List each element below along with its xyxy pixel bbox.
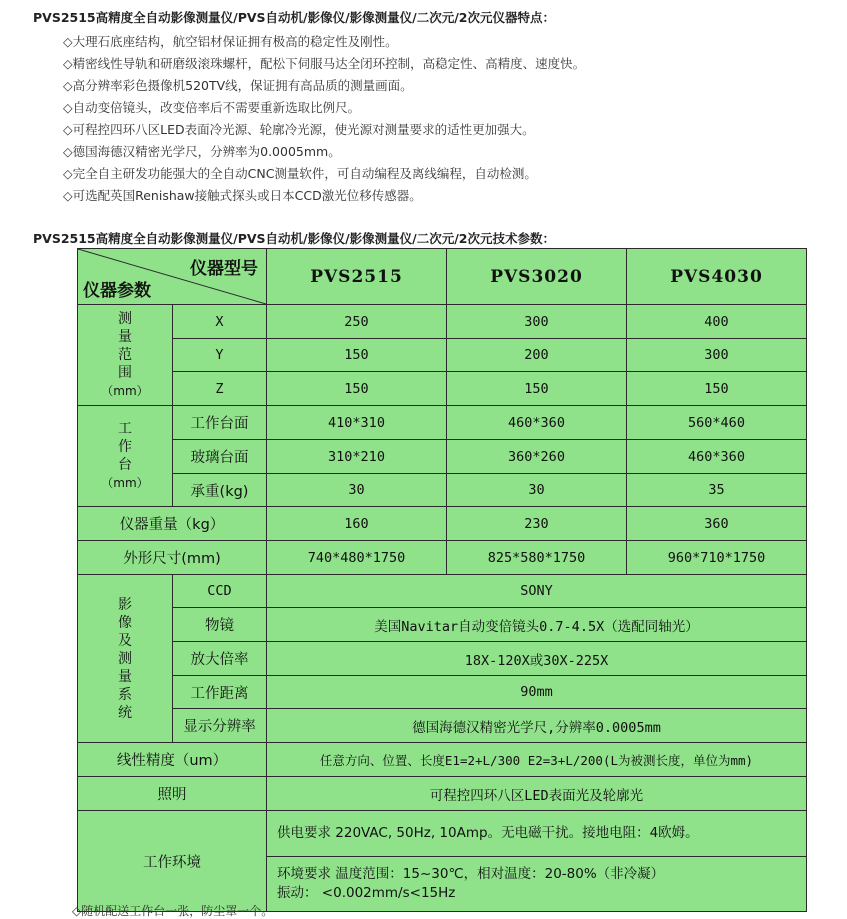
spec-table [77,248,807,912]
feature-item: ◇可选配英国Renishaw接触式探头或日本CCD激光位移传感器。 [63,188,422,203]
imaging-group-char: 系 [118,686,132,703]
table-row [78,305,807,339]
stage-unit: （mm） [101,476,149,490]
table-cell: 18X-120X或30X-225X [267,642,807,676]
vibration-requirement: 振动： <0.002mm/s<15Hz [277,885,456,901]
feature-item: ◇自动变倍镜头，改变倍率后不需要重新选取比例尺。 [63,100,361,115]
corner-model-label: 仪器型号 [190,259,258,279]
table-cell: 35 [627,474,807,507]
table-cell: 300 [627,339,807,372]
table-cell: 150 [627,372,807,406]
table-cell: 150 [267,339,447,372]
range-group-char: 量 [118,329,132,345]
table-cell: 460*360 [447,406,627,440]
table-cell: 200 [447,339,627,372]
table-row [78,575,807,608]
environment-requirement: 环境要求 温度范围：15~30℃，相对温度：20-80%（非冷凝） [277,866,665,882]
range-group-char: 范 [118,347,132,363]
features-heading: PVS2515高精度全自动影像测量仪/PVS自动机/影像仪/影像测量仪/二次元/2次元仪器特点： [33,10,555,25]
table-row [78,777,807,811]
table-cell: 90mm [267,676,807,709]
model-header: PVS4030 [627,249,807,305]
feature-item: ◇完全自主研发功能强大的全自动CNC测量软件，可自动编程及离线编程，自动检测。 [63,166,537,181]
imaging-group-char: 及 [118,632,132,649]
stage-group-char: 作 [118,439,132,455]
table-cell: 250 [267,305,447,339]
feature-item: ◇可程控四环八区LED表面冷光源、轮廓冷光源，使光源对测量要求的适性更加强大。 [63,122,535,137]
table-row [78,372,807,406]
diagonal-header-cell [78,249,267,305]
range-unit: （mm） [101,384,149,398]
table-cell: 德国海德汉精密光学尺,分辨率0.0005mm [267,709,807,743]
row-label: 工作距离 [173,676,267,709]
table-row [78,743,807,777]
row-label: 照明 [78,777,267,811]
table-cell: 230 [447,507,627,541]
table-row [78,709,807,743]
imaging-group-label [78,575,173,743]
model-header: PVS2515 [267,249,447,305]
row-label: X [173,305,267,339]
imaging-group-char: 影 [118,596,132,613]
environment-requirement-cell [267,857,807,912]
row-label: 显示分辨率 [173,709,267,743]
row-label: 外形尺寸(mm) [78,541,267,575]
table-cell: 30 [447,474,627,507]
table-row [78,676,807,709]
row-label: 放大倍率 [173,642,267,676]
table-cell: 360 [627,507,807,541]
power-requirement-cell [267,811,807,857]
table-row [78,811,807,857]
row-label: Y [173,339,267,372]
row-label: 仪器重量（kg） [78,507,267,541]
imaging-group-char: 量 [118,668,132,685]
table-cell: 美国Navitar自动变倍镜头0.7-4.5X（选配同轴光） [267,608,807,642]
table-cell: 410*310 [267,406,447,440]
range-group-label [78,305,173,406]
table-cell: 740*480*1750 [267,541,447,575]
feature-item: ◇德国海德汉精密光学尺，分辨率为0.0005mm。 [63,144,341,159]
table-header-row [78,249,807,305]
feature-item: ◇高分辨率彩色摄像机520TV线，保证拥有高品质的测量画面。 [63,78,413,93]
params-heading: PVS2515高精度全自动影像测量仪/PVS自动机/影像仪/影像测量仪/二次元/2次元技术参数： [33,231,555,246]
features-list [63,31,585,207]
model-header: PVS3020 [447,249,627,305]
table-row [78,507,807,541]
feature-item: ◇大理石底座结构，航空铝材保证拥有极高的稳定性及刚性。 [63,34,398,49]
row-label: CCD [173,575,267,608]
table-cell: 560*460 [627,406,807,440]
table-row [78,642,807,676]
row-label: 线性精度（um） [78,743,267,777]
range-group-char: 围 [118,365,132,381]
imaging-group-char: 像 [118,614,132,631]
corner-param-label: 仪器参数 [83,281,151,301]
row-label: 工作环境 [78,811,267,912]
power-requirement: 供电要求 220VAC, 50Hz, 10Amp。无电磁干扰。接地电阻：4欧姆。 [277,825,699,841]
table-cell: 300 [447,305,627,339]
table-cell: 400 [627,305,807,339]
table-cell: 825*580*1750 [447,541,627,575]
stage-group-char: 工 [118,421,132,437]
table-cell: 460*360 [627,440,807,474]
row-label: 物镜 [173,608,267,642]
table-row [78,474,807,507]
table-cell: 可程控四环八区LED表面光及轮廓光 [267,777,807,811]
table-cell: 30 [267,474,447,507]
row-label: Z [173,372,267,406]
imaging-group-char: 测 [118,650,132,667]
table-row [78,440,807,474]
range-group-char: 测 [118,311,132,327]
table-cell: 150 [267,372,447,406]
table-row [78,406,807,440]
table-cell: 160 [267,507,447,541]
table-cell: 任意方向、位置、长度E1=2+L/300 E2=3+L/200(L为被测长度，单位为mm) [267,743,807,777]
row-label: 工作台面 [173,406,267,440]
table-cell: SONY [267,575,807,608]
table-cell: 150 [447,372,627,406]
footnote: ◇随机配送工作台一张，防尘罩一个。 [72,904,274,918]
table-cell: 360*260 [447,440,627,474]
feature-item: ◇精密线性导轨和研磨级滚珠螺杆，配松下伺服马达全闭环控制，高稳定性、高精度、速度快。 [63,56,586,71]
table-cell: 310*210 [267,440,447,474]
table-row [78,541,807,575]
row-label: 承重(kg) [173,474,267,507]
row-label: 玻璃台面 [173,440,267,474]
stage-group-char: 台 [118,457,132,473]
imaging-group-char: 统 [118,704,132,721]
table-row [78,339,807,372]
table-cell: 960*710*1750 [627,541,807,575]
table-row [78,608,807,642]
stage-group-label [78,406,173,507]
